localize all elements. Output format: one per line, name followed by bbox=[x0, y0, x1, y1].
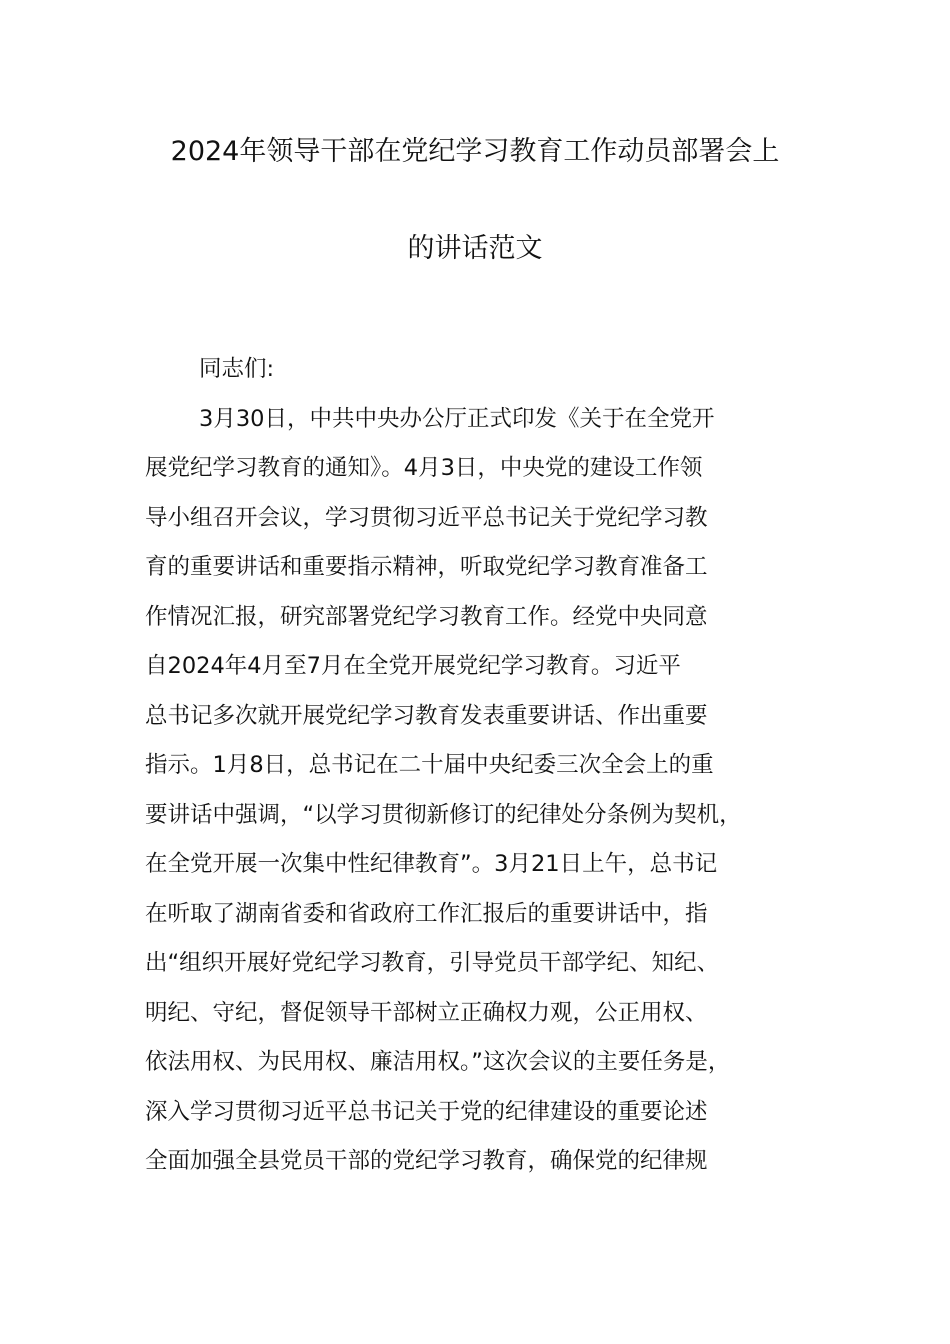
paragraph-line: 指示。1月8日，总书记在二十届中央纪委三次全会上的重 bbox=[145, 752, 714, 778]
paragraph-line: 在听取了湖南省委和省政府工作汇报后的重要讲话中，指 bbox=[145, 900, 708, 927]
paragraph-line: 总书记多次就开展党纪学习教育发表重要讲话、作出重要 bbox=[145, 702, 708, 729]
paragraph-line: 要讲话中强调，“以学习贯彻新修订的纪律处分条例为契机， bbox=[145, 801, 742, 828]
paragraph-line: 依法用权、为民用权、廉洁用权。”这次会议的主要任务是， bbox=[145, 1049, 731, 1075]
paragraph-line: 全面加强全县党员干部的党纪学习教育，确保党的纪律规 bbox=[145, 1148, 708, 1174]
paragraph-line: 展党纪学习教育的通知》。4月3日，中央党的建设工作领 bbox=[145, 455, 703, 481]
document-body bbox=[145, 345, 815, 1187]
paragraph-line: 育的重要讲话和重要指示精神，听取党纪学习教育准备工 bbox=[145, 554, 708, 580]
salutation: 同志们: bbox=[199, 356, 275, 382]
paragraph-line: 作情况汇报，研究部署党纪学习教育工作。经党中央同意 bbox=[145, 603, 708, 630]
document-title-line-1: 2024年领导干部在党纪学习教育工作动员部署会上 bbox=[170, 136, 780, 167]
paragraph-line: 自2024年4月至7月在全党开展党纪学习教育。习近平 bbox=[145, 653, 681, 679]
paragraph-line: 深入学习贯彻习近平总书记关于党的纪律建设的重要论述 bbox=[145, 1098, 708, 1125]
paragraph-line: 在全党开展一次集中性纪律教育”。3月21日上午，总书记 bbox=[145, 851, 718, 877]
paragraph-line: 出“组织开展好党纪学习教育，引导党员干部学纪、知纪、 bbox=[145, 950, 720, 976]
paragraph-line: 3月30日，中共中央办公厅正式印发《关于在全党开 bbox=[199, 405, 715, 432]
paragraph-line: 导小组召开会议，学习贯彻习近平总书记关于党纪学习教 bbox=[145, 504, 708, 531]
document-title-line-2: 的讲话范文 bbox=[407, 233, 543, 264]
paragraph-line: 明纪、守纪，督促领导干部树立正确权力观，公正用权、 bbox=[145, 999, 708, 1026]
